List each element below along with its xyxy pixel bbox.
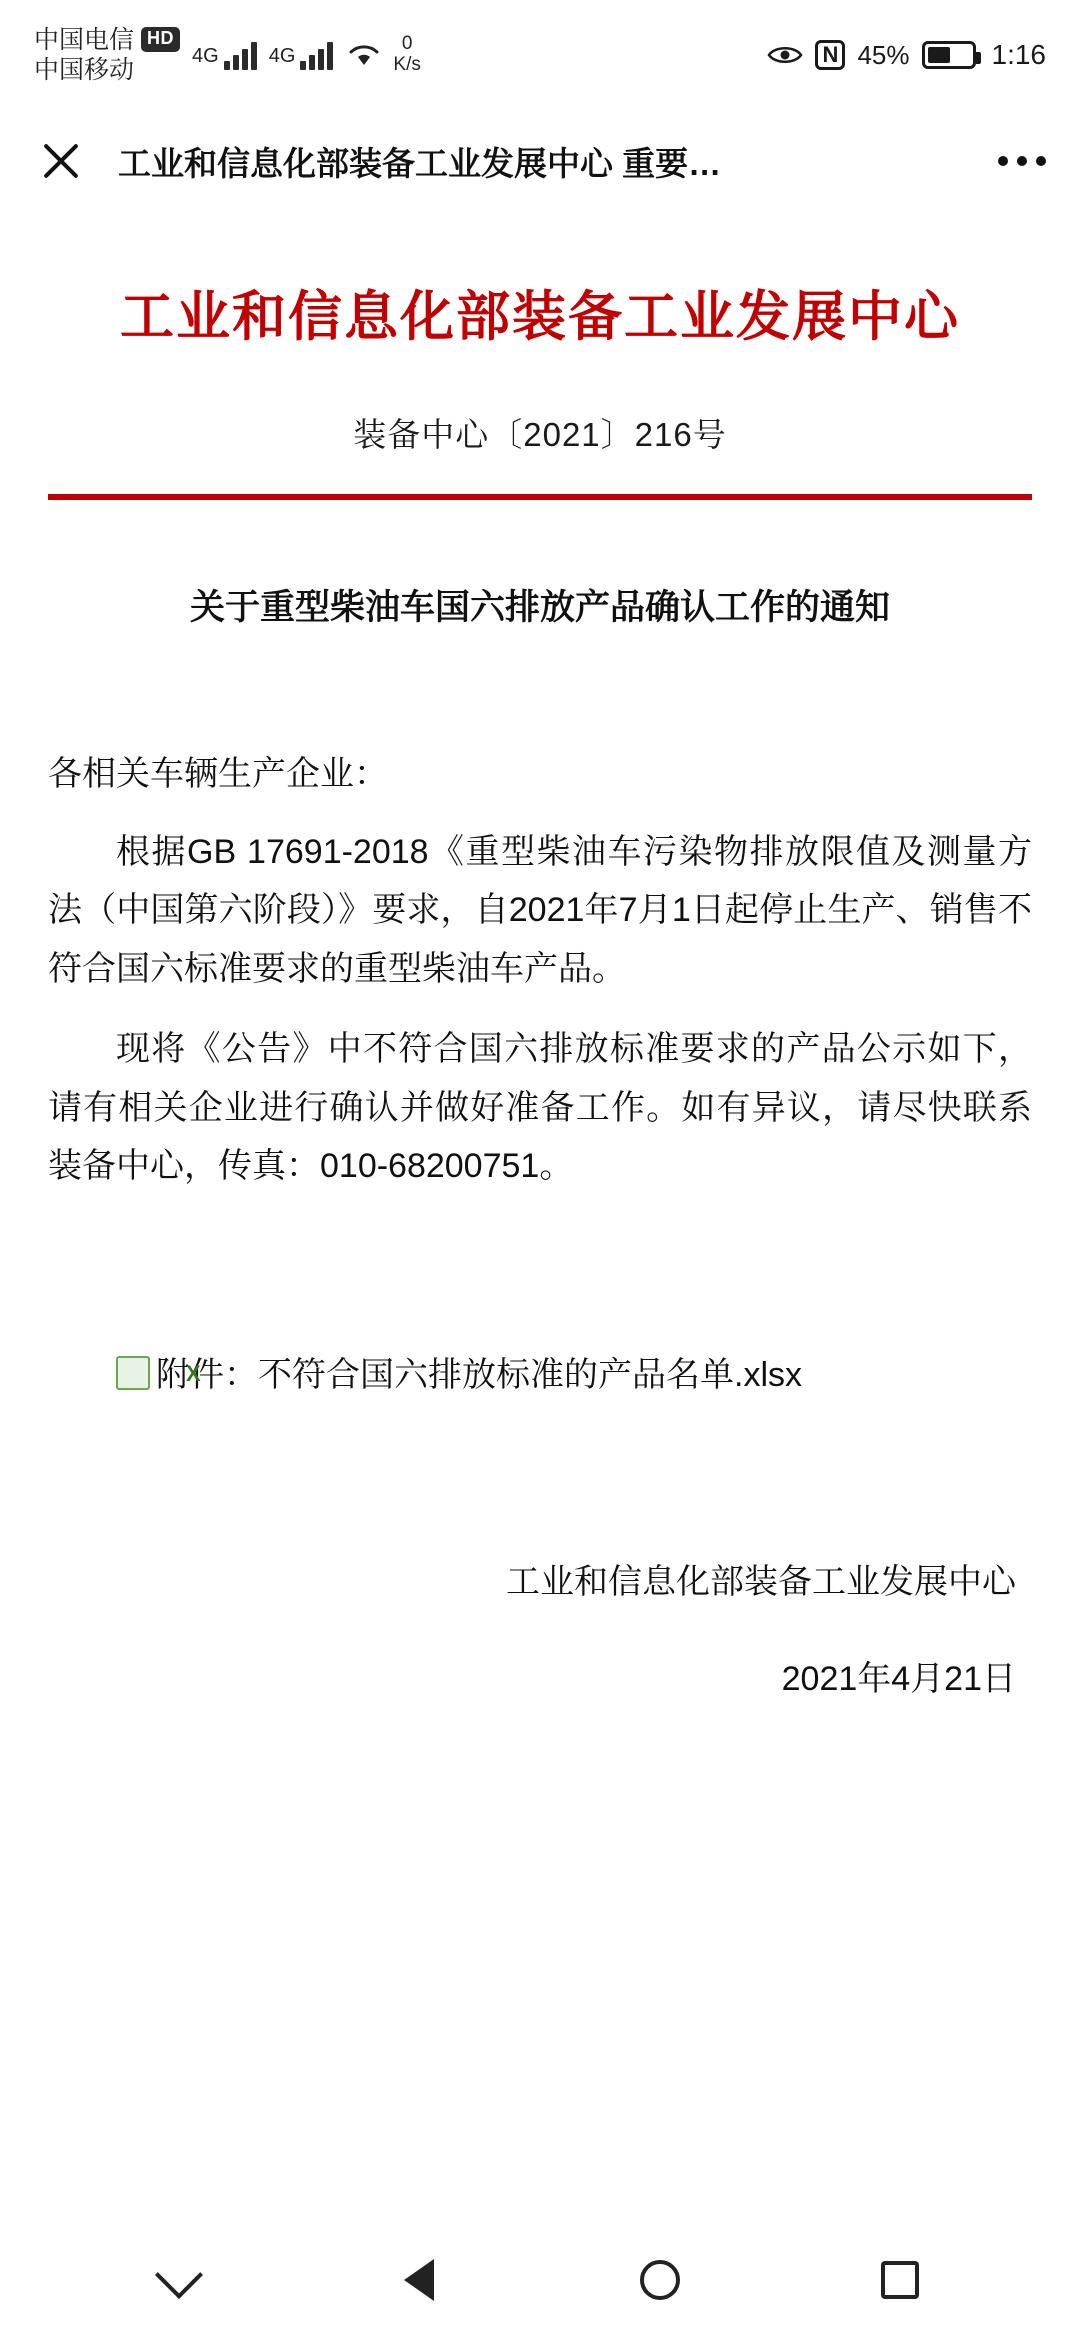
network-type-2: 4G xyxy=(268,45,296,67)
document-paragraph: 根据GB 17691-2018《重型柴油车污染物排放限值及测量方法（中国第六阶段）》要求，自2021年7月1日起停止生产、销售不符合国六标准要求的重型柴油车产品。 xyxy=(48,832,1032,988)
home-icon[interactable] xyxy=(620,2240,700,2320)
battery-percent: 45% xyxy=(857,39,910,70)
page-title: 工业和信息化部装备工业发展中心 重要… xyxy=(118,144,722,182)
signal-group-1 xyxy=(192,40,257,70)
status-bar xyxy=(0,0,1080,110)
system-nav-bar xyxy=(0,2220,1080,2340)
status-right-group xyxy=(767,39,1046,71)
chevron-down-icon[interactable] xyxy=(140,2240,220,2320)
signal-bars-icon-1 xyxy=(224,40,257,70)
document-date: 2021年4月21日 xyxy=(781,1660,1016,1699)
hd-badge: HD xyxy=(141,27,180,52)
excel-file-icon xyxy=(116,1356,150,1390)
wifi-icon xyxy=(347,41,381,69)
carrier-info xyxy=(34,25,180,86)
battery-icon xyxy=(922,41,976,69)
network-type-1: 4G xyxy=(192,45,219,67)
signal-bars-icon-2 xyxy=(300,40,333,70)
nfc-icon: N xyxy=(815,40,845,70)
carrier-2-label: 中国移动 xyxy=(34,56,135,84)
red-divider xyxy=(48,494,1032,500)
eye-comfort-icon xyxy=(767,43,803,67)
close-icon[interactable] xyxy=(34,134,88,188)
attachment-label: 附件： xyxy=(156,1355,258,1394)
document-body xyxy=(0,274,1080,1700)
speed-unit: K/s xyxy=(393,54,421,75)
attachment-row[interactable] xyxy=(48,1346,1032,1404)
document-org-header: 工业和信息化部装备工业发展中心 xyxy=(120,287,960,347)
document-signature: 工业和信息化部装备工业发展中心 xyxy=(506,1563,1016,1602)
network-speed xyxy=(393,34,420,76)
attachment-filename[interactable]: 不符合国六排放标准的产品名单.xlsx xyxy=(258,1355,802,1394)
clock: 1:16 xyxy=(991,39,1046,70)
document-number: 装备中心〔2021〕216号 xyxy=(353,416,727,453)
document-salutation: 各相关车辆生产企业： xyxy=(48,754,388,793)
back-icon[interactable] xyxy=(380,2240,460,2320)
document-title: 关于重型柴油车国六排放产品确认工作的通知 xyxy=(189,588,890,627)
document-paragraph: 现将《公告》中不符合国六排放标准要求的产品公示如下，请有相关企业进行确认并做好准备工作。如有异议，请尽快联系装备中心，传真：010-68200751。 xyxy=(48,1030,1032,1186)
more-options-icon[interactable] xyxy=(998,156,1046,166)
recents-icon[interactable] xyxy=(860,2240,940,2320)
signal-group-2 xyxy=(269,40,334,70)
speed-value: 0 xyxy=(401,33,413,55)
app-bar xyxy=(0,110,1080,212)
carrier-1-label: 中国电信 xyxy=(34,25,135,54)
